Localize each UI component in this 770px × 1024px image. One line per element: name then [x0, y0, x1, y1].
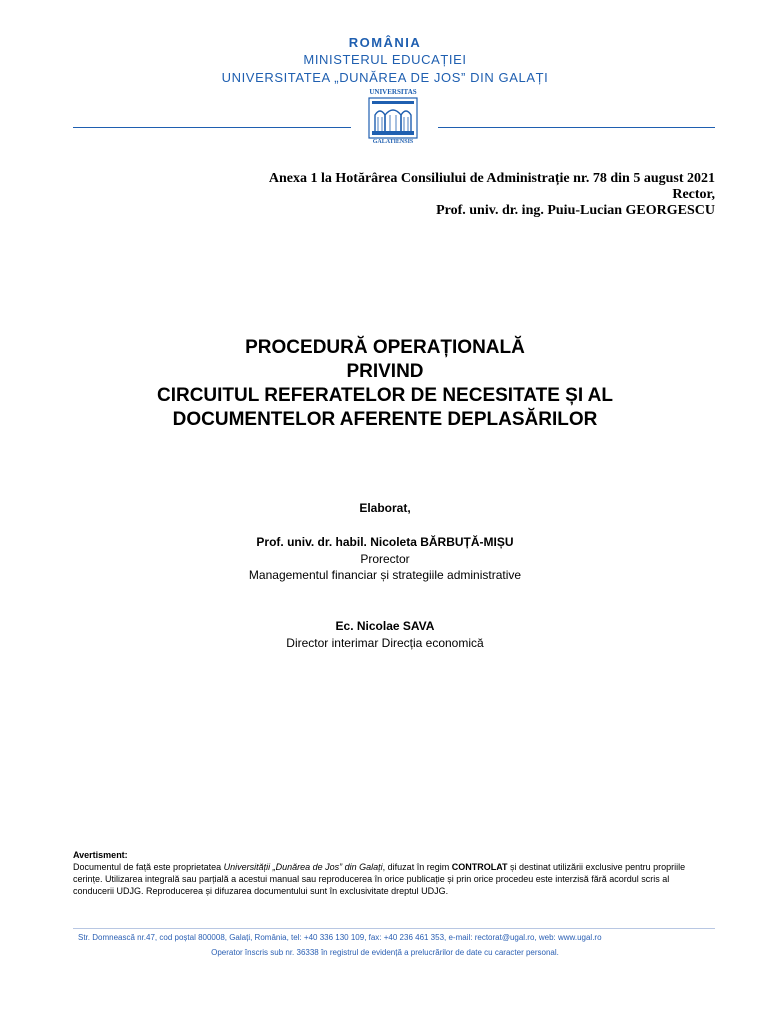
logo-bottom-text: GALATIENSIS: [372, 139, 414, 145]
header-divider-left: [73, 127, 351, 128]
warning-heading: Avertisment:: [73, 850, 128, 860]
footer-divider: [73, 928, 715, 929]
annex-rector-label: Rector,: [672, 187, 715, 202]
warning-text-c: , difuzat în regim: [382, 862, 452, 872]
prepared-label: Elaborat,: [359, 501, 411, 515]
document-title-line3: CIRCUITUL REFERATELOR DE NECESITATE ȘI AL: [156, 385, 613, 406]
header-ministry: MINISTERUL EDUCAȚIEI: [303, 52, 467, 67]
university-building-icon: [368, 97, 418, 139]
prepared-person2-role: Director interimar Direcția economică: [286, 636, 484, 650]
prepared-person1-dept: Managementul financiar și strategiile administrative: [248, 568, 522, 582]
footer-operator: Operator înscris sub nr. 36338 în registrul de evidență a prelucrărilor de date cu caracter personal.: [211, 948, 559, 957]
header-divider-right: [438, 127, 715, 128]
annex-reference: Anexa 1 la Hotărârea Consiliului de Administrație nr. 78 din 5 august 2021: [268, 171, 715, 186]
header-university: UNIVERSITATEA „DUNĂREA DE JOS” DIN GALAȚI: [221, 70, 549, 85]
warning-text-owner: Universității „Dunărea de Jos” din Galați: [223, 862, 383, 872]
warning-text-controlled: CONTROLAT: [451, 862, 508, 872]
prepared-person1-role: Prorector: [360, 552, 410, 566]
header-country: ROMÂNIA: [348, 35, 422, 50]
warning-text: [73, 861, 698, 897]
warning-text-a: Documentul de față este proprietatea: [73, 862, 224, 872]
prepared-person2-name: Ec. Nicolae SAVA: [335, 619, 435, 633]
warning-text-e: și destinat utilizării exclusive pentru propriile cerințe. Utilizarea integrală sau parțială a acestui manual sau reproducerea în orice publicație și prin orice procedeu este interzisă fără acordul scris al conducerii UDJG. Reproducerea și difuzarea documentului sunt în exclusivitate dreptul UDJG.: [73, 862, 686, 896]
document-title-line1: PROCEDURĂ OPERAȚIONALĂ: [245, 337, 525, 358]
footer-address: Str. Domnească nr.47, cod poștal 800008, Galați, România, tel: +40 336 130 109, fax: +40 236 461 353, e-mail: rectorat@ugal.ro, web: www.ugal.ro: [78, 933, 602, 942]
prepared-person1-name: Prof. univ. dr. habil. Nicoleta BĂRBUȚĂ-MIȘU: [256, 535, 514, 549]
logo-top-text: UNIVERSITAS: [369, 88, 417, 96]
document-title-line2: PRIVIND: [346, 361, 424, 382]
document-title-line4: DOCUMENTELOR AFERENTE DEPLASĂRILOR: [172, 409, 598, 430]
annex-rector-name: Prof. univ. dr. ing. Puiu-Lucian GEORGESCU: [436, 203, 715, 218]
university-logo: [364, 88, 422, 148]
